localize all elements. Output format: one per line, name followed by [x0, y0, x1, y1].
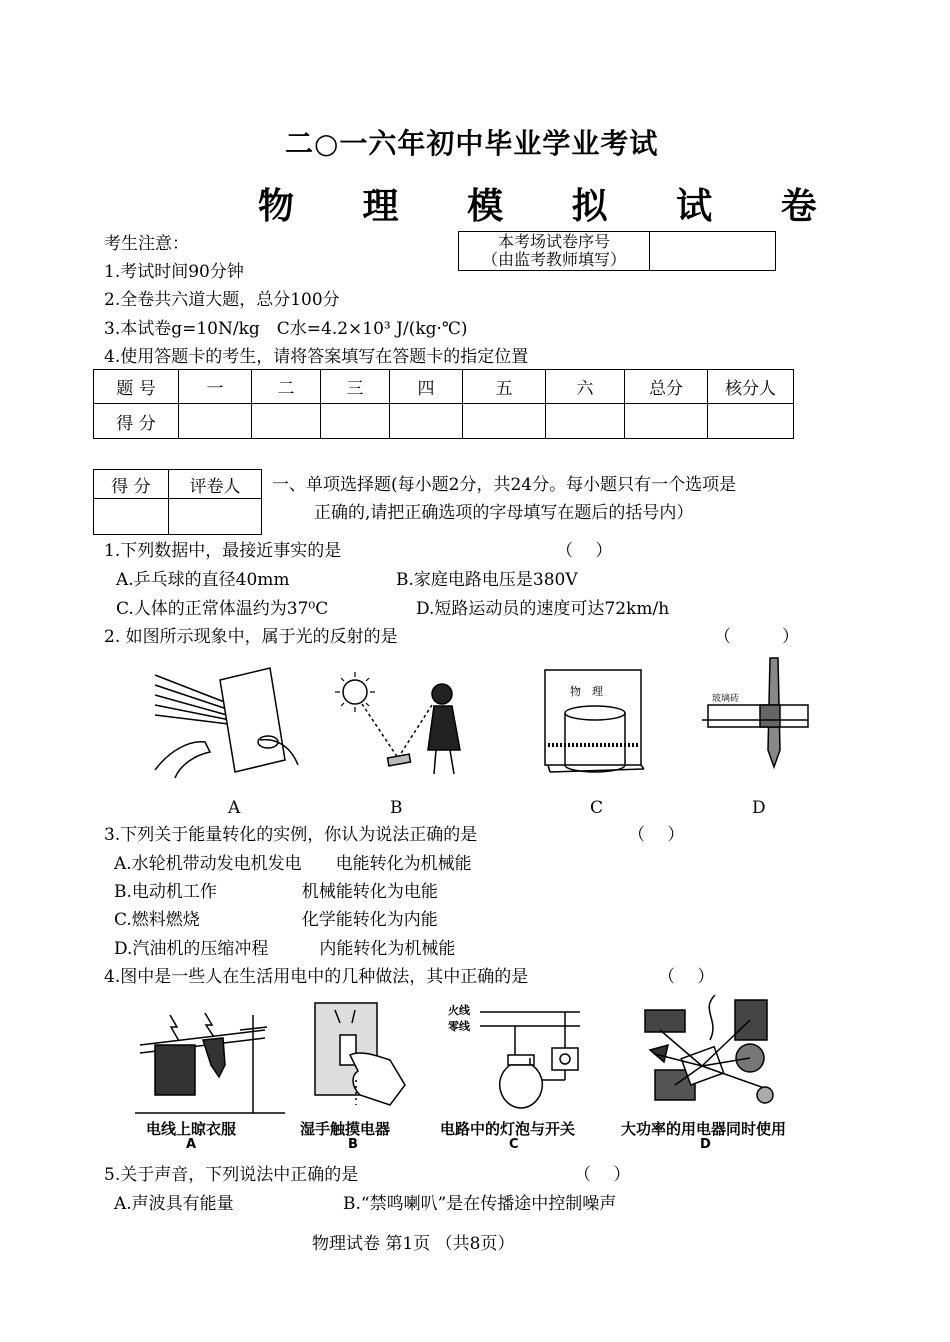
- score-cell[interactable]: [179, 404, 252, 439]
- score-header: 三: [321, 370, 390, 404]
- section-heading-line2: 正确的,请把正确选项的字母填写在题后的括号内）: [314, 503, 694, 523]
- paper-title: 物 理 模 拟 试 卷: [258, 185, 845, 227]
- score-cell[interactable]: [252, 404, 321, 439]
- overloaded-socket-image: [640, 990, 780, 1112]
- option-d: D.短路运动员的速度可达72km/h: [416, 599, 670, 619]
- grader-score-cell[interactable]: [94, 499, 169, 535]
- figure-caption-c: 电路中的灯泡与开关: [440, 1120, 576, 1138]
- question-4-stem: 4.图中是一些人在生活用电中的几种做法，其中正确的是: [104, 967, 529, 987]
- score-header: 总分: [625, 370, 708, 404]
- paper-light-image: [150, 660, 300, 780]
- wet-hand-switch-image: [300, 995, 410, 1117]
- glass-brick-pen-image: [700, 655, 815, 770]
- seat-label-line1: 本考场试卷序号: [497, 232, 610, 251]
- figure-caption-d: 大功率的用电器同时使用: [621, 1120, 787, 1138]
- score-header: 二: [252, 370, 321, 404]
- notice-item: 3.本试卷g=10N/kg C水=4.2×10³ J/(kg·℃): [104, 319, 468, 339]
- book-glass-image: [540, 665, 650, 780]
- option-c: C.燃料燃烧 化学能转化为内能: [114, 910, 438, 930]
- score-header: 题 号: [94, 370, 179, 404]
- page-footer: 物理试卷 第1页 （共8页）: [312, 1234, 515, 1254]
- neutral-wire-label: 零线: [448, 1020, 470, 1033]
- seat-number-field[interactable]: [650, 232, 776, 271]
- option-c: C.人体的正常体温约为37⁰C: [116, 599, 329, 619]
- answer-paren[interactable]: （ ）: [658, 967, 715, 987]
- live-wire-label: 火线: [448, 1004, 470, 1017]
- question-5-stem: 5.关于声音，下列说法中正确的是: [104, 1165, 359, 1185]
- figure-label-a: A: [186, 1137, 197, 1152]
- answer-paren[interactable]: （ ）: [574, 1165, 631, 1185]
- notice-item: 1.考试时间90分钟: [104, 262, 244, 282]
- option-a: A.乒乓球的直径40mm: [116, 570, 290, 590]
- question-2-stem: 2. 如图所示现象中，属于光的反射的是: [104, 627, 398, 647]
- figure-caption-a: 电线上晾衣服: [146, 1120, 237, 1138]
- score-header: 四: [390, 370, 463, 404]
- notice-item: 2.全卷共六道大题，总分100分: [104, 290, 340, 310]
- figure-label-d: D: [752, 798, 766, 818]
- option-b: B.电动机工作 机械能转化为电能: [114, 882, 438, 902]
- score-header: 一: [179, 370, 252, 404]
- score-cell[interactable]: [546, 404, 625, 439]
- section-heading: 一、单项选择题(每小题2分，共24分。每小题只有一个选项是: [272, 475, 737, 495]
- option-a: A.水轮机带动发电机发电 电能转化为机械能: [114, 854, 472, 874]
- score-header: 五: [463, 370, 546, 404]
- score-row-label: 得 分: [94, 404, 179, 439]
- score-cell[interactable]: [463, 404, 546, 439]
- score-table: [93, 369, 794, 439]
- option-b: B.家庭电路电压是380V: [396, 570, 578, 590]
- figure-caption-b: 湿手触摸电器: [300, 1120, 391, 1138]
- score-cell[interactable]: [321, 404, 390, 439]
- glass-brick-label: 玻璃砖: [712, 694, 740, 704]
- grader-name-label: 评卷人: [169, 470, 262, 499]
- question-1-stem: 1.下列数据中，最接近事实的是: [104, 541, 342, 561]
- answer-paren[interactable]: （ ）: [714, 627, 799, 647]
- figure-label-c: C: [509, 1137, 519, 1152]
- bulb-switch-circuit-image: [440, 1000, 605, 1115]
- score-header: 六: [546, 370, 625, 404]
- question-3-stem: 3.下列关于能量转化的实例，你认为说法正确的是: [104, 825, 478, 845]
- figure-label-d: D: [700, 1137, 711, 1152]
- option-a: A.声波具有能量: [114, 1194, 234, 1214]
- option-b: B.“禁鸣喇叭”是在传播途中控制噪声: [343, 1194, 617, 1214]
- grader-name-cell[interactable]: [169, 499, 262, 535]
- grader-score-label: 得 分: [94, 470, 169, 499]
- score-cell[interactable]: [625, 404, 708, 439]
- book-title-text: 物 理: [570, 685, 603, 698]
- seat-number-box: [458, 231, 776, 271]
- option-d: D.汽油机的压缩冲程 内能转化为机械能: [114, 939, 456, 959]
- score-header: 核分人: [708, 370, 794, 404]
- clothes-on-wire-image: [135, 1005, 285, 1117]
- figure-label-b: B: [390, 798, 403, 818]
- exam-title: 二○一六年初中毕业学业考试: [285, 127, 659, 160]
- mirror-reflection-image: [330, 670, 475, 780]
- figure-label-b: B: [348, 1137, 358, 1152]
- score-cell[interactable]: [708, 404, 794, 439]
- answer-paren[interactable]: （ ）: [556, 541, 613, 561]
- grader-box: [93, 469, 262, 535]
- figure-label-a: A: [228, 798, 241, 818]
- notice-heading: 考生注意：: [104, 234, 189, 254]
- answer-paren[interactable]: （ ）: [628, 825, 685, 845]
- figure-label-c: C: [590, 798, 604, 818]
- seat-label-line2: （由监考教师填写）: [481, 250, 626, 269]
- notice-item: 4.使用答题卡的考生，请将答案填写在答题卡的指定位置: [104, 347, 529, 367]
- score-cell[interactable]: [390, 404, 463, 439]
